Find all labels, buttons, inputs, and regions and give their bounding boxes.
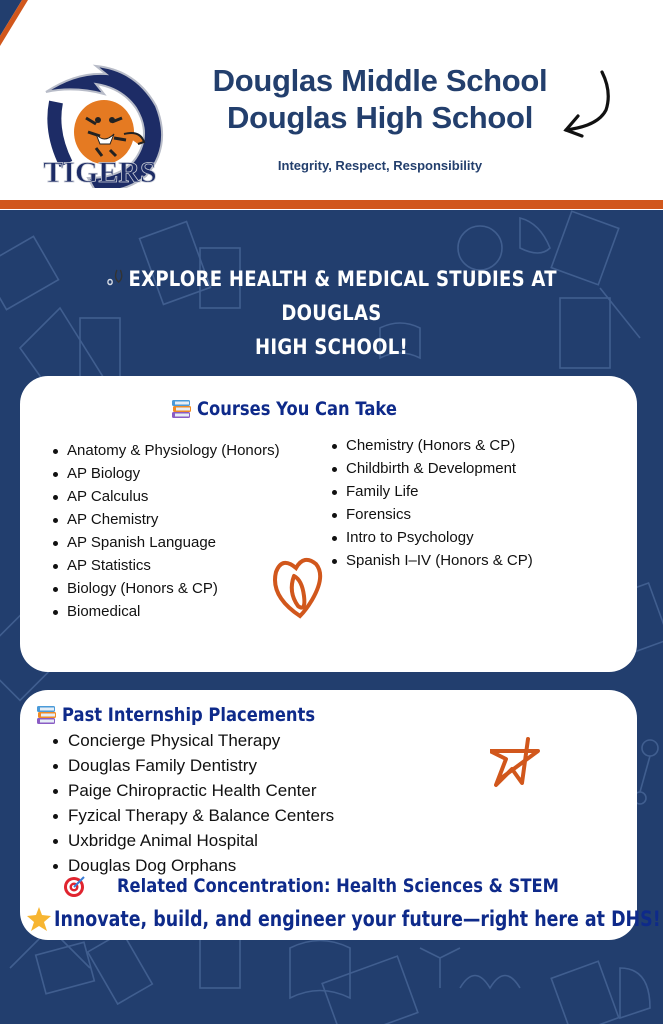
course-item: Family Life xyxy=(330,480,533,503)
internship-item: Douglas Family Dentistry xyxy=(51,753,334,778)
tagline-text: Innovate, build, and engineer your future—right here at DHS! xyxy=(54,907,661,931)
courses-list-right xyxy=(330,434,533,572)
course-item: Forensics xyxy=(330,503,533,526)
course-item: Chemistry (Honors & CP) xyxy=(330,434,533,457)
tagline xyxy=(26,906,661,932)
course-item: AP Chemistry xyxy=(51,508,280,531)
school-title-middle: Douglas Middle School xyxy=(212,63,548,98)
tigers-logo xyxy=(26,62,174,188)
courses-card xyxy=(20,376,637,672)
course-item: Biology (Honors & CP) xyxy=(51,577,280,600)
course-item: Intro to Psychology xyxy=(330,526,533,549)
books-icon xyxy=(35,704,57,726)
courses-list-left xyxy=(51,439,280,623)
school-title-block xyxy=(170,62,590,173)
courses-heading-text: Courses You Can Take xyxy=(197,398,397,420)
internships-card xyxy=(20,690,661,940)
stethoscope-icon xyxy=(106,268,125,288)
header-orange-stripe xyxy=(0,200,663,209)
course-item: AP Calculus xyxy=(51,485,280,508)
course-item: Biomedical xyxy=(51,600,280,623)
internships-heading-text: Past Internship Placements xyxy=(62,704,316,726)
course-item: AP Statistics xyxy=(51,554,280,577)
course-item: Childbirth & Development xyxy=(330,457,533,480)
target-icon xyxy=(63,874,87,898)
svg-text:TIGERS: TIGERS xyxy=(43,156,157,188)
course-item: AP Spanish Language xyxy=(51,531,280,554)
course-item: AP Biology xyxy=(51,462,280,485)
corner-accent xyxy=(0,0,40,50)
course-item: Anatomy & Physiology (Honors) xyxy=(51,439,280,462)
star-icon xyxy=(26,906,52,932)
course-item: Spanish I–IV (Honors & CP) xyxy=(330,549,533,572)
school-title-high: Douglas High School xyxy=(226,100,534,135)
curved-arrow-icon xyxy=(560,68,616,138)
internship-item: Fyzical Therapy & Balance Centers xyxy=(51,803,334,828)
star-doodle-icon xyxy=(490,735,546,789)
internship-item: Concierge Physical Therapy xyxy=(51,728,334,753)
related-concentration-text: Related Concentration: Health Sciences & STEM xyxy=(116,875,559,897)
related-concentration xyxy=(20,874,637,898)
internship-item: Douglas Dog Orphans xyxy=(51,853,334,878)
books-icon xyxy=(170,398,192,420)
headline-line-2: HIGH SCHOOL! xyxy=(255,335,408,359)
courses-heading xyxy=(170,398,429,420)
headline-line-1: EXPLORE HEALTH & MEDICAL STUDIES AT DOUGLAS xyxy=(128,267,557,325)
internship-list xyxy=(51,728,334,878)
internship-item: Uxbridge Animal Hospital xyxy=(51,828,334,853)
header-banner xyxy=(0,0,663,210)
page-headline xyxy=(72,262,591,364)
heart-doodle-icon xyxy=(270,554,326,622)
internships-heading xyxy=(35,704,356,726)
internship-item: Paige Chiropractic Health Center xyxy=(51,778,334,803)
school-motto: Integrity, Respect, Responsibility xyxy=(277,158,483,173)
